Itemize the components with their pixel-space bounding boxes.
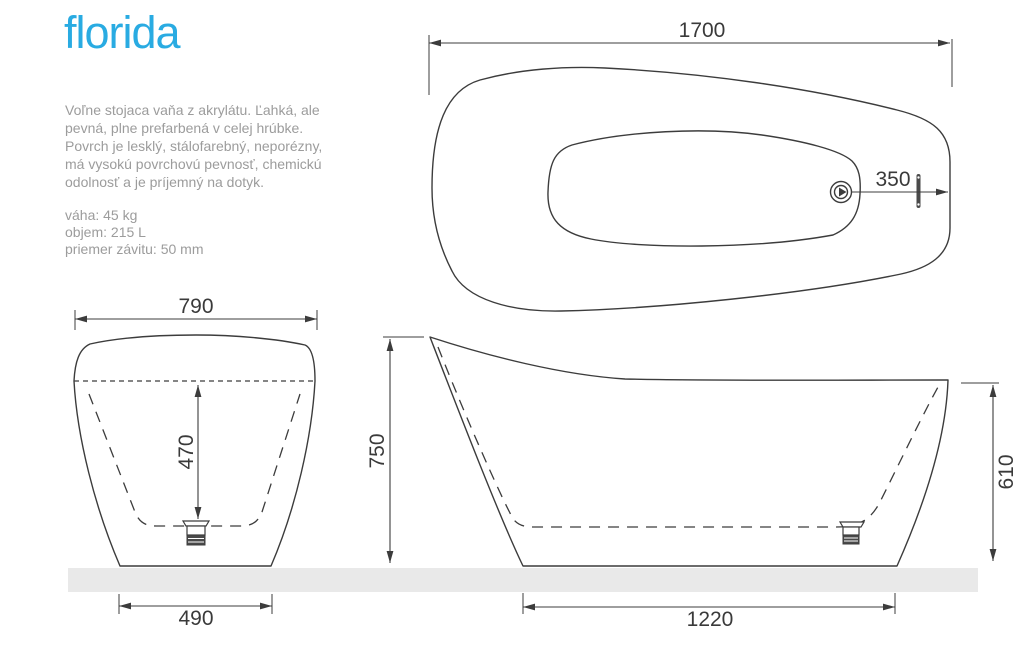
top-view-inner-outline (548, 131, 860, 246)
dim-inner-depth (175, 385, 198, 519)
spec-volume: objem: 215 L (65, 224, 146, 240)
dim-length (429, 19, 952, 95)
drain-icon (831, 182, 852, 203)
dim-base-length-label: 1220 (686, 608, 734, 631)
dim-base-width (119, 594, 272, 630)
side-inner-dashed-outline (438, 347, 938, 527)
spec-weight: váha: 45 kg (65, 207, 138, 223)
dim-base-length (523, 593, 895, 631)
floor-strip (68, 568, 978, 592)
dim-length-label: 1700 (678, 19, 726, 42)
dim-base-width-label: 490 (178, 607, 214, 630)
description-line: Povrch je lesklý, stálofarebný, neporézny, (65, 138, 323, 154)
spec-thread: priemer závitu: 50 mm (65, 241, 204, 257)
description-line: Voľne stojaca vaňa z akrylátu. Ľahká, ale (65, 102, 320, 118)
dim-inner-depth-label: 470 (175, 434, 198, 470)
overflow-icon (917, 174, 921, 208)
description-line: má vysokú povrchovú pevnosť, chemickú (65, 156, 322, 172)
description-line: pevná, plne prefarbená v celej hrúbke. (65, 120, 304, 136)
description-line: odolnosť a je príjemný na dotyk. (65, 174, 265, 190)
dim-width-label: 790 (178, 295, 214, 318)
dim-drain-offset (852, 168, 948, 192)
dim-height (366, 337, 424, 563)
side-view-outline (430, 337, 948, 566)
top-view-outer-outline (432, 67, 950, 311)
drain-front-icon (183, 521, 209, 545)
dim-rim-height-label: 610 (995, 454, 1018, 490)
dim-rim-height (961, 383, 1018, 561)
dim-drain-offset-label: 350 (875, 168, 911, 191)
dim-width (75, 295, 317, 330)
top-view (429, 19, 952, 311)
drain-side-icon (840, 522, 864, 544)
brand-logo: florida (64, 7, 180, 58)
dim-height-label: 750 (366, 433, 389, 469)
